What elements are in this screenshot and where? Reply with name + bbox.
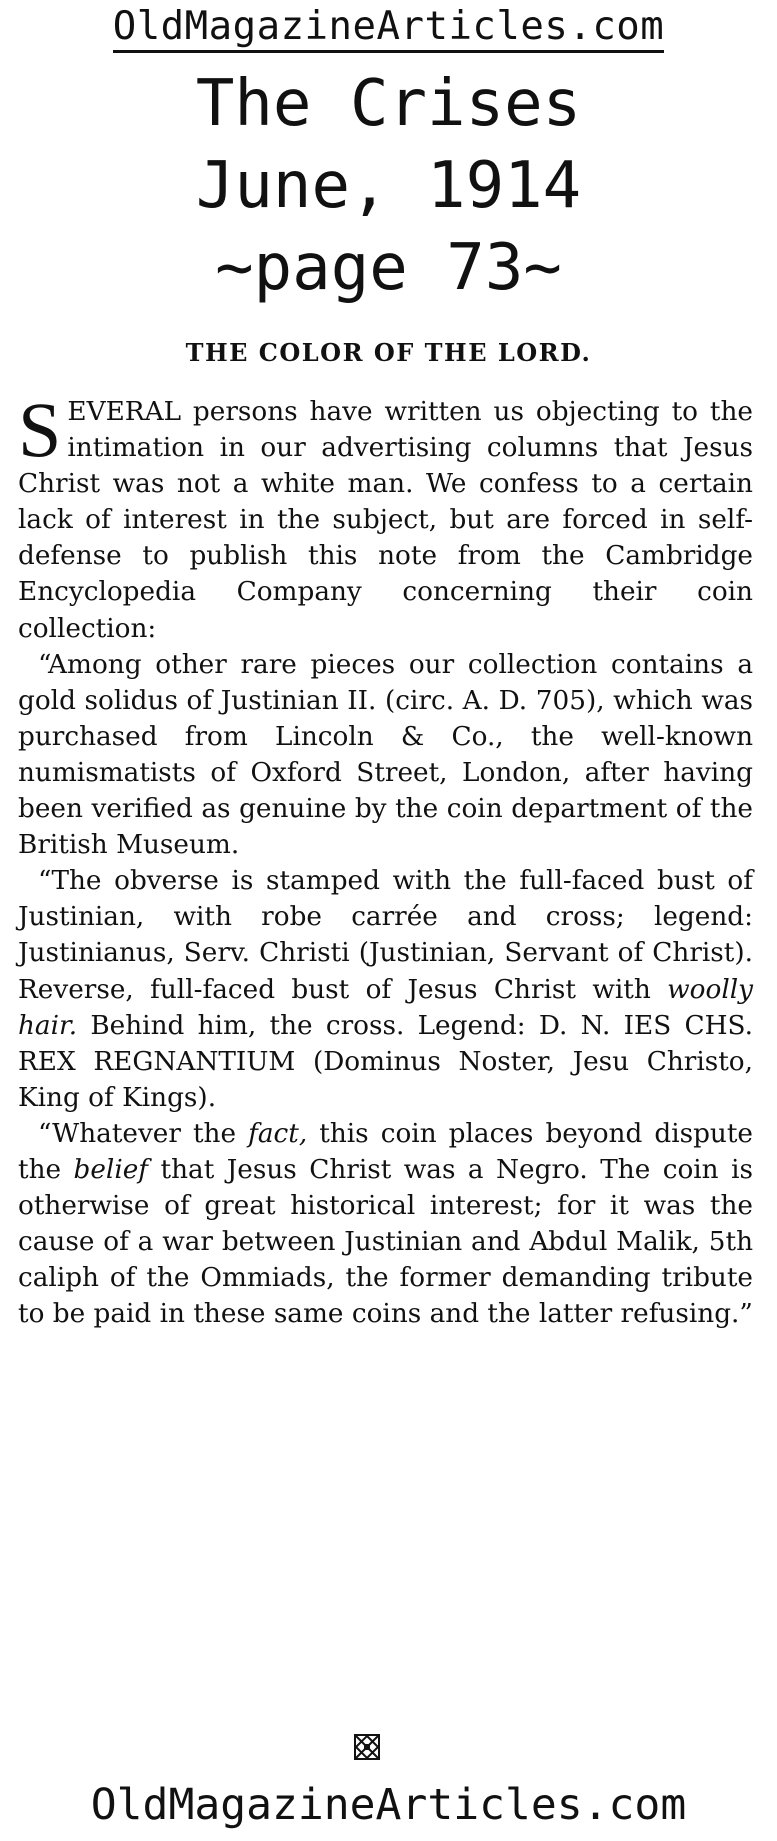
end-ornament-icon bbox=[353, 1733, 381, 1761]
paragraph-3-text-b: Behind him, the cross. Legend: D. N. IES CHS. REX REGNANTIUM (Dominus Noster, Jesu Christo, King of Kings). bbox=[18, 1010, 753, 1113]
paragraph-4-text-a: “Whatever the bbox=[38, 1118, 249, 1149]
paragraph-2: “Among other rare pieces our collection contains a gold solidus of Justinian II. (circ. A. D. 705), which was purchased from Lincoln & Co., the well-known numismatists of Oxford Street, London, after having been verified as genuine by the coin department of the British Museum. bbox=[18, 649, 753, 861]
paragraph-4-emphasis-fact: fact, bbox=[248, 1118, 308, 1149]
drop-cap: S bbox=[18, 386, 62, 473]
site-header-text: OldMagazineArticles.com bbox=[113, 4, 665, 53]
paragraph-4 bbox=[18, 1116, 753, 1333]
paragraph-3 bbox=[18, 863, 753, 1116]
site-header bbox=[0, 2, 777, 52]
page-number: ~page 73~ bbox=[215, 231, 562, 305]
paragraph-4-text-b: this coin places beyond dispute the bbox=[18, 1118, 753, 1185]
article-body bbox=[18, 386, 753, 1332]
paragraph-1 bbox=[18, 386, 753, 647]
publication-date: June, 1914 bbox=[195, 149, 582, 223]
site-footer: OldMagazineArticles.com bbox=[90, 1780, 687, 1830]
article-title: THE COLOR OF THE LORD. bbox=[185, 338, 592, 367]
paragraph-4-text-c: that Jesus Christ was a Negro. The coin is otherwise of great historical interest; for it was the cause of a war between Justinian and Abdul Malik, 5th caliph of the Ommiads, the former demanding tribute to be paid in these same coins and the latter refusing.” bbox=[18, 1154, 753, 1330]
paragraph-4-emphasis-belief: belief bbox=[73, 1154, 149, 1185]
paragraph-3-text-a: “The obverse is stamped with the full-faced bust of Justinian, with robe carrée and cross; legend: Justinianus, Serv. Christi (Justinian, Servant of Christ). Reverse, full-faced bust of Jesus Christ with bbox=[18, 866, 753, 1005]
paragraph-1-text: EVERAL persons have written us objecting to the intimation in our advertising columns that Jesus Christ was not a white man. We confess to a certain lack of interest in the subject, but are forced in self-defense to publish this note from the Cambridge Encyclopedia Company concerning their coin collection: bbox=[18, 397, 753, 644]
paragraph-3-emphasis: woolly hair. bbox=[18, 974, 753, 1041]
publication-name: The Crises bbox=[195, 67, 582, 141]
